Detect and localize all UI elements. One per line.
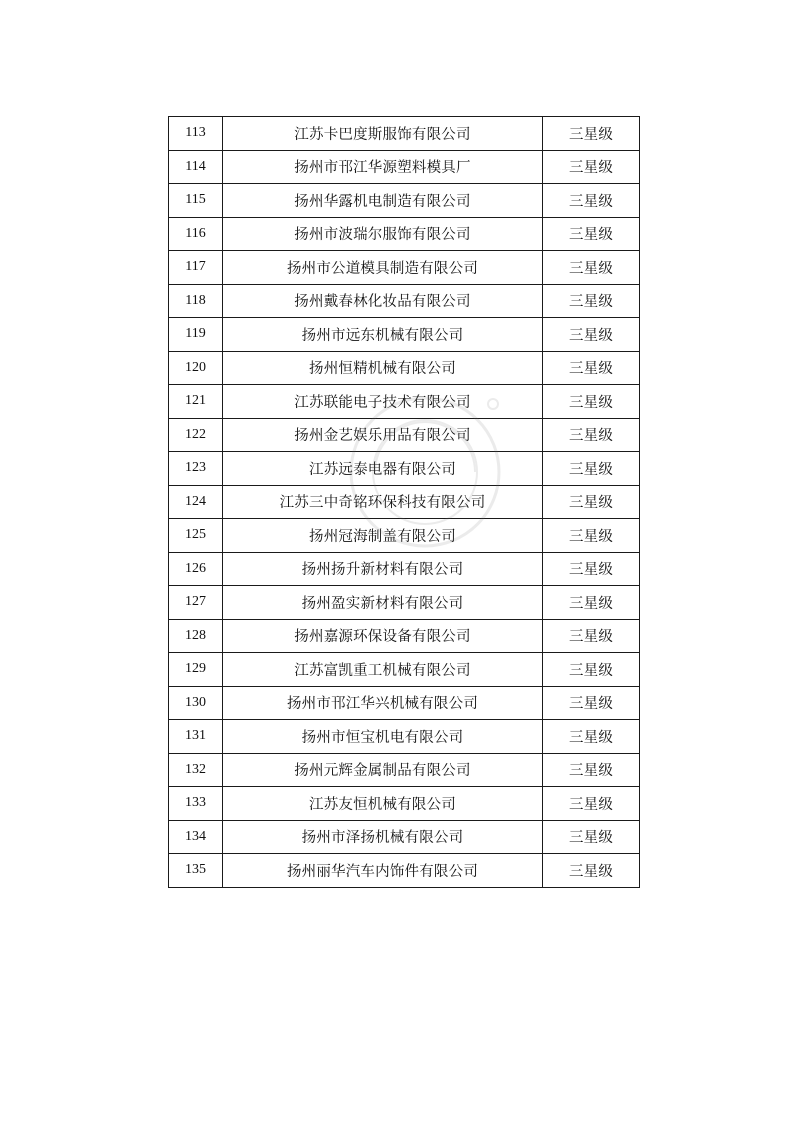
row-number: 133 [169, 787, 223, 821]
row-number: 135 [169, 854, 223, 888]
row-number: 122 [169, 418, 223, 452]
row-number: 116 [169, 217, 223, 251]
company-name: 扬州丽华汽车内饰件有限公司 [223, 854, 543, 888]
rating-level: 三星级 [543, 418, 640, 452]
company-name: 扬州市公道模具制造有限公司 [223, 251, 543, 285]
row-number: 120 [169, 351, 223, 385]
enterprise-rating-table [168, 116, 640, 888]
table-row [169, 552, 640, 586]
rating-level: 三星级 [543, 720, 640, 754]
row-number: 121 [169, 385, 223, 419]
rating-level: 三星级 [543, 586, 640, 620]
row-number: 114 [169, 150, 223, 184]
company-name: 扬州盈实新材料有限公司 [223, 586, 543, 620]
rating-level: 三星级 [543, 686, 640, 720]
rating-level: 三星级 [543, 318, 640, 352]
company-name: 江苏友恒机械有限公司 [223, 787, 543, 821]
rating-level: 三星级 [543, 217, 640, 251]
table-row [169, 318, 640, 352]
company-name: 扬州华露机电制造有限公司 [223, 184, 543, 218]
table-row [169, 619, 640, 653]
table-row [169, 787, 640, 821]
rating-level: 三星级 [543, 753, 640, 787]
company-name: 扬州市邗江华兴机械有限公司 [223, 686, 543, 720]
row-number: 115 [169, 184, 223, 218]
rating-level: 三星级 [543, 452, 640, 486]
row-number: 132 [169, 753, 223, 787]
rating-level: 三星级 [543, 552, 640, 586]
table-row [169, 418, 640, 452]
rating-level: 三星级 [543, 820, 640, 854]
table-row [169, 150, 640, 184]
company-name: 扬州元辉金属制品有限公司 [223, 753, 543, 787]
row-number: 113 [169, 117, 223, 151]
company-name: 扬州市远东机械有限公司 [223, 318, 543, 352]
table-row [169, 251, 640, 285]
table-row [169, 117, 640, 151]
rating-level: 三星级 [543, 251, 640, 285]
row-number: 127 [169, 586, 223, 620]
row-number: 123 [169, 452, 223, 486]
table-row [169, 519, 640, 553]
table-row [169, 720, 640, 754]
company-name: 扬州市邗江华源塑料模具厂 [223, 150, 543, 184]
table-row [169, 753, 640, 787]
rating-level: 三星级 [543, 485, 640, 519]
rating-level: 三星级 [543, 619, 640, 653]
rating-level: 三星级 [543, 184, 640, 218]
rating-level: 三星级 [543, 117, 640, 151]
row-number: 129 [169, 653, 223, 687]
rating-level: 三星级 [543, 787, 640, 821]
company-name: 江苏富凯重工机械有限公司 [223, 653, 543, 687]
rating-level: 三星级 [543, 519, 640, 553]
table-row [169, 653, 640, 687]
row-number: 117 [169, 251, 223, 285]
table-row [169, 485, 640, 519]
company-name: 扬州戴春林化妆品有限公司 [223, 284, 543, 318]
row-number: 128 [169, 619, 223, 653]
company-name: 扬州恒精机械有限公司 [223, 351, 543, 385]
company-name: 江苏远泰电器有限公司 [223, 452, 543, 486]
rating-level: 三星级 [543, 284, 640, 318]
company-name: 扬州冠海制盖有限公司 [223, 519, 543, 553]
row-number: 125 [169, 519, 223, 553]
table-row [169, 217, 640, 251]
rating-level: 三星级 [543, 150, 640, 184]
rating-level: 三星级 [543, 653, 640, 687]
row-number: 124 [169, 485, 223, 519]
row-number: 131 [169, 720, 223, 754]
row-number: 119 [169, 318, 223, 352]
company-name: 江苏联能电子技术有限公司 [223, 385, 543, 419]
company-name: 扬州扬升新材料有限公司 [223, 552, 543, 586]
company-name: 扬州市恒宝机电有限公司 [223, 720, 543, 754]
row-number: 118 [169, 284, 223, 318]
table-row [169, 351, 640, 385]
table-row [169, 184, 640, 218]
company-name: 扬州金艺娱乐用品有限公司 [223, 418, 543, 452]
table-row [169, 452, 640, 486]
company-name: 扬州市泽扬机械有限公司 [223, 820, 543, 854]
row-number: 126 [169, 552, 223, 586]
company-name: 江苏卡巴度斯服饰有限公司 [223, 117, 543, 151]
company-name: 扬州市波瑞尔服饰有限公司 [223, 217, 543, 251]
rating-level: 三星级 [543, 351, 640, 385]
table-row [169, 385, 640, 419]
row-number: 134 [169, 820, 223, 854]
table-row [169, 586, 640, 620]
company-name: 扬州嘉源环保设备有限公司 [223, 619, 543, 653]
table-row [169, 854, 640, 888]
row-number: 130 [169, 686, 223, 720]
table-row [169, 820, 640, 854]
company-name: 江苏三中奇铭环保科技有限公司 [223, 485, 543, 519]
table-row [169, 686, 640, 720]
rating-level: 三星级 [543, 385, 640, 419]
table-row [169, 284, 640, 318]
rating-level: 三星级 [543, 854, 640, 888]
